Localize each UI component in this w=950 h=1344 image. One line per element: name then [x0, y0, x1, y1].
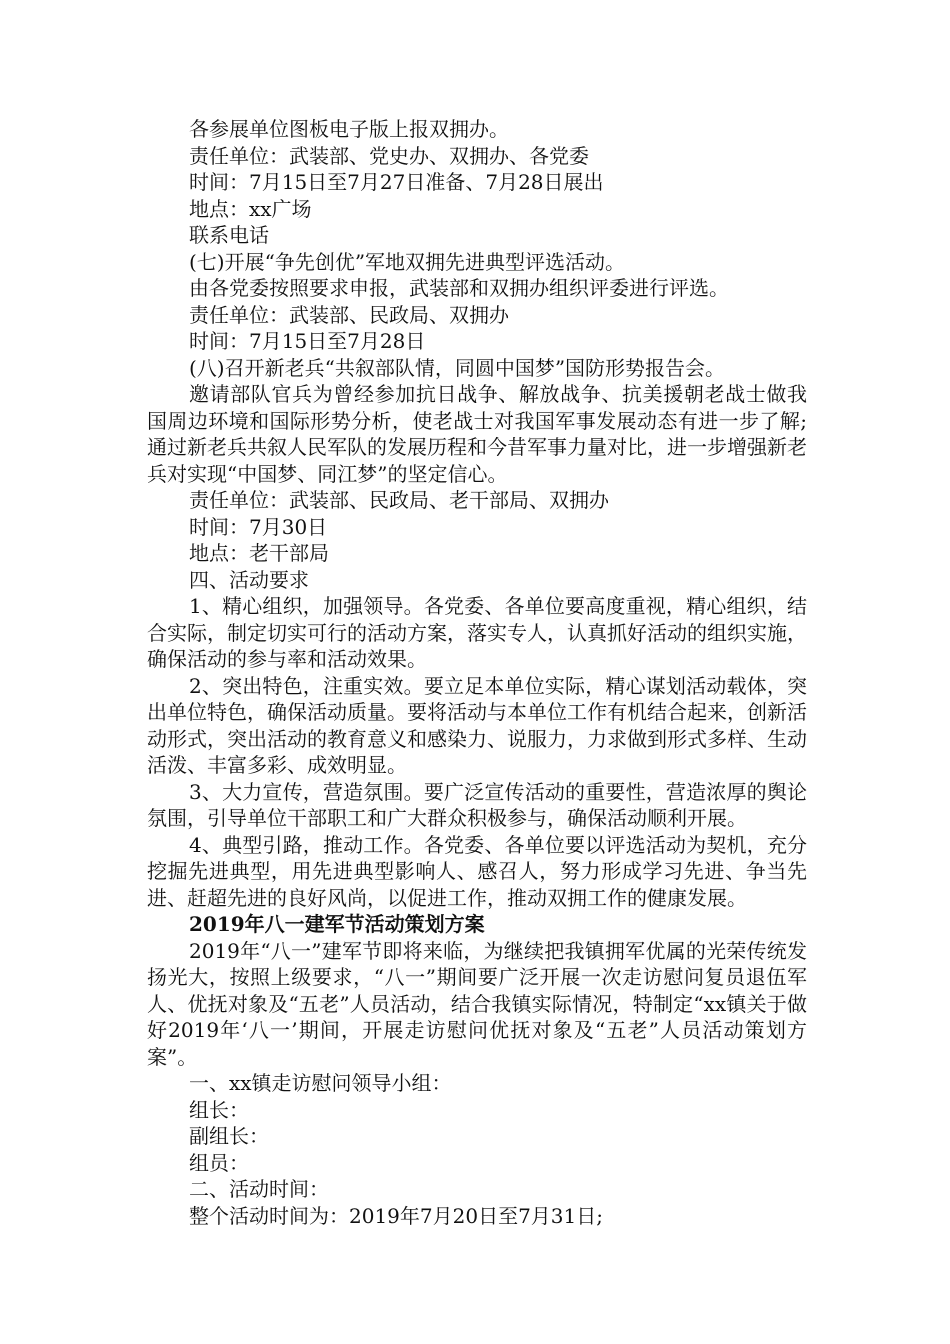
paragraph: 4、典型引路，推动工作。各党委、各单位要以评选活动为契机，充分挖掘先进典型，用先进典型影响人、感召人，努力形成学习先进、争当先进、赶超先进的良好风尚，以促进工作，推动双拥工作的健康发展。 [147, 832, 807, 910]
paragraph: 组员： [189, 1150, 249, 1175]
paragraph: 联系电话 [189, 223, 269, 247]
paragraph: 整个活动时间为：2019年7月20日至7月31日; [189, 1203, 603, 1228]
paragraph: 地点：xx广场 [189, 196, 312, 221]
section-heading: (八)召开新老兵“共叙部队情，同圆中国梦”国防形势报告会。 [189, 355, 726, 380]
paragraph: 时间：7月30日 [189, 514, 328, 539]
paragraph: 3、大力宣传，营造氛围。要广泛宣传活动的重要性，营造浓厚的舆论氛围，引导单位干部职工和广大群众积极参与，确保活动顺利开展。 [147, 779, 807, 830]
paragraph: 副组长： [189, 1124, 269, 1148]
paragraph: 由各党委按照要求申报，武装部和双拥办组织评委进行评选。 [189, 276, 729, 300]
paragraph: 责任单位：武装部、民政局、双拥办 [189, 302, 509, 327]
section-heading: 二、活动时间： [189, 1177, 329, 1201]
document-title: 2019年八一建军节活动策划方案 [189, 912, 485, 936]
paragraph: 1、精心组织，加强领导。各党委、各单位要高度重视，精心组织，结合实际，制定切实可行的活动方案，落实专人，认真抓好活动的组织实施，确保活动的参与率和活动效果。 [147, 594, 807, 671]
paragraph: 邀请部队官兵为曾经参加抗日战争、解放战争、抗美援朝老战士做我国周边环境和国际形势分析，使老战士对我国军事发展动态有进一步了解;通过新老兵共叙人民军队的发展历程和今昔军事力量对比，进一步增强新老兵对实现“中国梦、同江梦”的坚定信心。 [147, 382, 807, 486]
paragraph: 责任单位：武装部、民政局、老干部局、双拥办 [189, 488, 609, 512]
paragraph: 各参展单位图板电子版上报双拥办。 [189, 117, 509, 141]
paragraph: 时间：7月15日至7月27日准备、7月28日展出 [189, 170, 604, 194]
paragraph: 地点：老干部局 [189, 541, 329, 565]
paragraph: 2、突出特色，注重实效。要立足本单位实际，精心谋划活动载体，突出单位特色，确保活动质量。要将活动与本单位工作有机结合起来，创新活动形式，突出活动的教育意义和感染力、说服力，力求做到形式多样、生动活泼、丰富多彩、成效明显。 [147, 673, 807, 777]
paragraph: 组长： [189, 1097, 249, 1122]
section-heading: 一、xx镇走访慰问领导小组： [189, 1071, 452, 1095]
paragraph: 时间：7月15日至7月28日 [189, 329, 426, 353]
paragraph: 2019年“八一”建军节即将来临，为继续把我镇拥军优属的光荣传统发扬光大，按照上级要求，“八一”期间要广泛开展一次走访慰问复员退伍军人、优抚对象及“五老”人员活动，结合我镇实际情况，特制定“xx镇关于做好2019年‘八一’期间，开展走访慰问优抚对象及“五老”人员活动策划方案”。 [147, 938, 807, 1069]
section-heading: 四、活动要求 [189, 567, 309, 592]
document-body [147, 116, 807, 1229]
section-heading: (七)开展“争先创优”军地双拥先进典型评选活动。 [189, 249, 626, 274]
paragraph: 责任单位：武装部、党史办、双拥办、各党委 [189, 143, 589, 168]
